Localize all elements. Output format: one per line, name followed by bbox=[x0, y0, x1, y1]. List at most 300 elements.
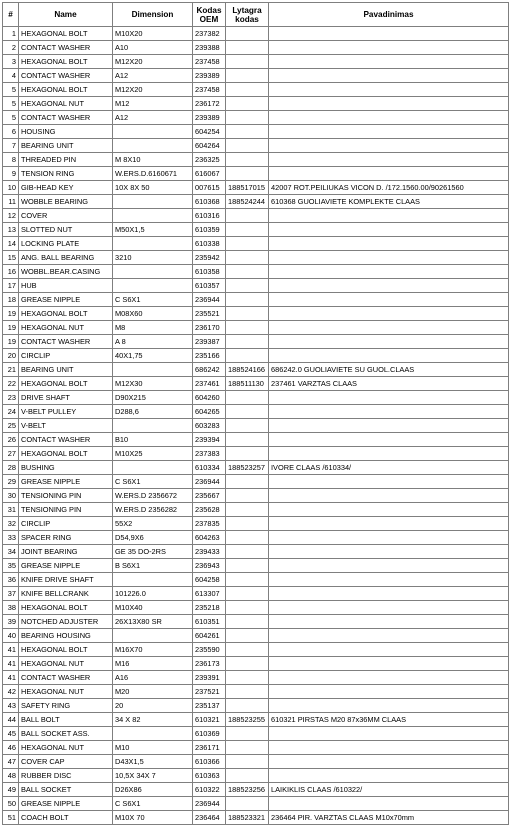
dimension-cell[interactable]: A16 bbox=[113, 671, 193, 685]
part-name-cell[interactable]: BEARING HOUSING bbox=[19, 629, 113, 643]
table-row[interactable] bbox=[3, 363, 509, 377]
pavadinimas-cell[interactable] bbox=[269, 489, 509, 503]
part-name-cell[interactable]: LOCKING PLATE bbox=[19, 237, 113, 251]
part-name-cell[interactable]: WOBBL.BEAR.CASING bbox=[19, 265, 113, 279]
pavadinimas-cell[interactable] bbox=[269, 657, 509, 671]
oem-code-cell[interactable]: 610357 bbox=[193, 279, 226, 293]
dimension-cell[interactable]: D54,9X6 bbox=[113, 531, 193, 545]
row-number-cell[interactable]: 3 bbox=[3, 55, 19, 69]
table-row[interactable] bbox=[3, 307, 509, 321]
dimension-cell[interactable] bbox=[113, 125, 193, 139]
lytagra-code-cell[interactable] bbox=[226, 69, 269, 83]
row-number-cell[interactable]: 24 bbox=[3, 405, 19, 419]
dimension-cell[interactable]: C S6X1 bbox=[113, 797, 193, 811]
part-name-cell[interactable]: HEXAGONAL NUT bbox=[19, 321, 113, 335]
table-row[interactable] bbox=[3, 293, 509, 307]
pavadinimas-cell[interactable] bbox=[269, 111, 509, 125]
dimension-cell[interactable] bbox=[113, 419, 193, 433]
dimension-cell[interactable]: W.ERS.D 2356672 bbox=[113, 489, 193, 503]
pavadinimas-cell[interactable] bbox=[269, 279, 509, 293]
lytagra-code-cell[interactable] bbox=[226, 97, 269, 111]
lytagra-code-cell[interactable] bbox=[226, 741, 269, 755]
dimension-cell[interactable]: GE 35 DO-2RS bbox=[113, 545, 193, 559]
dimension-cell[interactable]: 10X 8X 50 bbox=[113, 181, 193, 195]
lytagra-code-cell[interactable] bbox=[226, 489, 269, 503]
part-name-cell[interactable]: HUB bbox=[19, 279, 113, 293]
pavadinimas-cell[interactable] bbox=[269, 741, 509, 755]
oem-code-cell[interactable]: 239433 bbox=[193, 545, 226, 559]
dimension-cell[interactable]: M10X40 bbox=[113, 601, 193, 615]
dimension-cell[interactable]: M12X30 bbox=[113, 377, 193, 391]
table-row[interactable] bbox=[3, 489, 509, 503]
lytagra-code-cell[interactable] bbox=[226, 671, 269, 685]
oem-code-cell[interactable]: 239389 bbox=[193, 111, 226, 125]
dimension-cell[interactable]: 101226.0 bbox=[113, 587, 193, 601]
part-name-cell[interactable]: HEXAGONAL NUT bbox=[19, 657, 113, 671]
row-number-cell[interactable]: 14 bbox=[3, 237, 19, 251]
table-row[interactable] bbox=[3, 209, 509, 223]
lytagra-code-cell[interactable] bbox=[226, 517, 269, 531]
pavadinimas-cell[interactable] bbox=[269, 251, 509, 265]
oem-code-cell[interactable]: 610369 bbox=[193, 727, 226, 741]
part-name-cell[interactable]: KNIFE DRIVE SHAFT bbox=[19, 573, 113, 587]
row-number-cell[interactable]: 32 bbox=[3, 517, 19, 531]
pavadinimas-cell[interactable] bbox=[269, 629, 509, 643]
pavadinimas-cell[interactable] bbox=[269, 433, 509, 447]
dimension-cell[interactable] bbox=[113, 629, 193, 643]
pavadinimas-cell[interactable] bbox=[269, 405, 509, 419]
pavadinimas-cell[interactable] bbox=[269, 531, 509, 545]
lytagra-code-cell[interactable] bbox=[226, 293, 269, 307]
row-number-cell[interactable]: 8 bbox=[3, 153, 19, 167]
oem-code-cell[interactable]: 610359 bbox=[193, 223, 226, 237]
dimension-cell[interactable]: 26X13X80 SR bbox=[113, 615, 193, 629]
oem-code-cell[interactable]: 235667 bbox=[193, 489, 226, 503]
dimension-cell[interactable] bbox=[113, 195, 193, 209]
part-name-cell[interactable]: COACH BOLT bbox=[19, 811, 113, 825]
oem-code-cell[interactable]: 237458 bbox=[193, 55, 226, 69]
part-name-cell[interactable]: BALL SOCKET bbox=[19, 783, 113, 797]
part-name-cell[interactable]: TENSION RING bbox=[19, 167, 113, 181]
oem-code-cell[interactable]: 235942 bbox=[193, 251, 226, 265]
lytagra-code-cell[interactable] bbox=[226, 41, 269, 55]
table-row[interactable] bbox=[3, 83, 509, 97]
lytagra-code-cell[interactable] bbox=[226, 307, 269, 321]
row-number-cell[interactable]: 5 bbox=[3, 111, 19, 125]
table-row[interactable] bbox=[3, 265, 509, 279]
part-name-cell[interactable]: GREASE NIPPLE bbox=[19, 475, 113, 489]
dimension-cell[interactable]: A12 bbox=[113, 111, 193, 125]
lytagra-code-cell[interactable] bbox=[226, 531, 269, 545]
table-row[interactable] bbox=[3, 517, 509, 531]
part-name-cell[interactable]: COVER CAP bbox=[19, 755, 113, 769]
table-row[interactable] bbox=[3, 545, 509, 559]
pavadinimas-cell[interactable]: 610368 GUOLIAVIETE KOMPLEKTE CLAAS bbox=[269, 195, 509, 209]
row-number-cell[interactable]: 7 bbox=[3, 139, 19, 153]
pavadinimas-cell[interactable]: 686242.0 GUOLIAVIETE SU GUOL.CLAAS bbox=[269, 363, 509, 377]
oem-code-cell[interactable]: 236944 bbox=[193, 797, 226, 811]
table-row[interactable] bbox=[3, 741, 509, 755]
part-name-cell[interactable]: BALL SOCKET ASS. bbox=[19, 727, 113, 741]
row-number-cell[interactable]: 19 bbox=[3, 321, 19, 335]
part-name-cell[interactable]: HEXAGONAL NUT bbox=[19, 741, 113, 755]
table-row[interactable] bbox=[3, 783, 509, 797]
pavadinimas-cell[interactable] bbox=[269, 125, 509, 139]
pavadinimas-cell[interactable] bbox=[269, 83, 509, 97]
part-name-cell[interactable]: GREASE NIPPLE bbox=[19, 293, 113, 307]
pavadinimas-cell[interactable] bbox=[269, 573, 509, 587]
part-name-cell[interactable]: CONTACT WASHER bbox=[19, 433, 113, 447]
table-row[interactable] bbox=[3, 27, 509, 41]
row-number-cell[interactable]: 41 bbox=[3, 671, 19, 685]
row-number-cell[interactable]: 42 bbox=[3, 685, 19, 699]
lytagra-code-cell[interactable] bbox=[226, 83, 269, 97]
table-row[interactable] bbox=[3, 615, 509, 629]
row-number-cell[interactable]: 12 bbox=[3, 209, 19, 223]
oem-code-cell[interactable]: 237383 bbox=[193, 447, 226, 461]
table-row[interactable] bbox=[3, 181, 509, 195]
lytagra-code-cell[interactable] bbox=[226, 755, 269, 769]
pavadinimas-cell[interactable] bbox=[269, 419, 509, 433]
pavadinimas-cell[interactable] bbox=[269, 139, 509, 153]
dimension-cell[interactable] bbox=[113, 265, 193, 279]
oem-code-cell[interactable]: 610368 bbox=[193, 195, 226, 209]
table-row[interactable] bbox=[3, 223, 509, 237]
oem-code-cell[interactable]: 235521 bbox=[193, 307, 226, 321]
row-number-cell[interactable]: 31 bbox=[3, 503, 19, 517]
lytagra-code-cell[interactable] bbox=[226, 433, 269, 447]
oem-code-cell[interactable]: 235590 bbox=[193, 643, 226, 657]
header-pavadinimas[interactable]: Pavadinimas bbox=[269, 3, 509, 27]
row-number-cell[interactable]: 9 bbox=[3, 167, 19, 181]
pavadinimas-cell[interactable] bbox=[269, 265, 509, 279]
table-row[interactable] bbox=[3, 335, 509, 349]
lytagra-code-cell[interactable] bbox=[226, 447, 269, 461]
oem-code-cell[interactable]: 237835 bbox=[193, 517, 226, 531]
pavadinimas-cell[interactable]: 610321 PIRSTAS M20 87x36MM CLAAS bbox=[269, 713, 509, 727]
part-name-cell[interactable]: SAFETY RING bbox=[19, 699, 113, 713]
row-number-cell[interactable]: 51 bbox=[3, 811, 19, 825]
row-number-cell[interactable]: 1 bbox=[3, 27, 19, 41]
dimension-cell[interactable]: M10X 70 bbox=[113, 811, 193, 825]
row-number-cell[interactable]: 25 bbox=[3, 419, 19, 433]
part-name-cell[interactable]: ANG. BALL BEARING bbox=[19, 251, 113, 265]
oem-code-cell[interactable]: 236464 bbox=[193, 811, 226, 825]
table-row[interactable] bbox=[3, 643, 509, 657]
row-number-cell[interactable]: 36 bbox=[3, 573, 19, 587]
pavadinimas-cell[interactable]: 42007 ROT.PEILIUKAS VICON D. /172.1560.00/90261560 bbox=[269, 181, 509, 195]
dimension-cell[interactable]: 34 X 82 bbox=[113, 713, 193, 727]
lytagra-code-cell[interactable] bbox=[226, 265, 269, 279]
pavadinimas-cell[interactable] bbox=[269, 27, 509, 41]
part-name-cell[interactable]: HOUSING bbox=[19, 125, 113, 139]
pavadinimas-cell[interactable] bbox=[269, 447, 509, 461]
lytagra-code-cell[interactable] bbox=[226, 335, 269, 349]
table-row[interactable] bbox=[3, 727, 509, 741]
row-number-cell[interactable]: 26 bbox=[3, 433, 19, 447]
dimension-cell[interactable]: M16X70 bbox=[113, 643, 193, 657]
lytagra-code-cell[interactable] bbox=[226, 27, 269, 41]
table-row[interactable] bbox=[3, 475, 509, 489]
lytagra-code-cell[interactable]: 188524244 bbox=[226, 195, 269, 209]
pavadinimas-cell[interactable] bbox=[269, 69, 509, 83]
table-row[interactable] bbox=[3, 769, 509, 783]
table-row[interactable] bbox=[3, 447, 509, 461]
row-number-cell[interactable]: 44 bbox=[3, 713, 19, 727]
oem-code-cell[interactable]: 236325 bbox=[193, 153, 226, 167]
part-name-cell[interactable]: JOINT BEARING bbox=[19, 545, 113, 559]
part-name-cell[interactable]: HEXAGONAL BOLT bbox=[19, 377, 113, 391]
row-number-cell[interactable]: 39 bbox=[3, 615, 19, 629]
part-name-cell[interactable]: CONTACT WASHER bbox=[19, 69, 113, 83]
lytagra-code-cell[interactable] bbox=[226, 237, 269, 251]
oem-code-cell[interactable]: 604264 bbox=[193, 139, 226, 153]
part-name-cell[interactable]: CONTACT WASHER bbox=[19, 671, 113, 685]
row-number-cell[interactable]: 17 bbox=[3, 279, 19, 293]
oem-code-cell[interactable]: 236171 bbox=[193, 741, 226, 755]
table-row[interactable] bbox=[3, 671, 509, 685]
pavadinimas-cell[interactable] bbox=[269, 587, 509, 601]
oem-code-cell[interactable]: 235166 bbox=[193, 349, 226, 363]
part-name-cell[interactable]: V-BELT PULLEY bbox=[19, 405, 113, 419]
dimension-cell[interactable]: M12 bbox=[113, 97, 193, 111]
dimension-cell[interactable]: M8 bbox=[113, 321, 193, 335]
table-row[interactable] bbox=[3, 559, 509, 573]
header-lytagra-code[interactable]: Lytagra kodas bbox=[226, 3, 269, 27]
lytagra-code-cell[interactable] bbox=[226, 167, 269, 181]
oem-code-cell[interactable]: 686242 bbox=[193, 363, 226, 377]
lytagra-code-cell[interactable] bbox=[226, 545, 269, 559]
table-row[interactable] bbox=[3, 153, 509, 167]
row-number-cell[interactable]: 46 bbox=[3, 741, 19, 755]
oem-code-cell[interactable]: 610363 bbox=[193, 769, 226, 783]
table-row[interactable] bbox=[3, 167, 509, 181]
lytagra-code-cell[interactable] bbox=[226, 279, 269, 293]
table-row[interactable] bbox=[3, 97, 509, 111]
pavadinimas-cell[interactable] bbox=[269, 209, 509, 223]
pavadinimas-cell[interactable] bbox=[269, 615, 509, 629]
row-number-cell[interactable]: 16 bbox=[3, 265, 19, 279]
oem-code-cell[interactable]: 604254 bbox=[193, 125, 226, 139]
part-name-cell[interactable]: SPACER RING bbox=[19, 531, 113, 545]
pavadinimas-cell[interactable] bbox=[269, 769, 509, 783]
pavadinimas-cell[interactable] bbox=[269, 643, 509, 657]
dimension-cell[interactable] bbox=[113, 727, 193, 741]
dimension-cell[interactable] bbox=[113, 461, 193, 475]
dimension-cell[interactable]: 40X1,75 bbox=[113, 349, 193, 363]
table-row[interactable] bbox=[3, 657, 509, 671]
row-number-cell[interactable]: 5 bbox=[3, 83, 19, 97]
lytagra-code-cell[interactable]: 188523257 bbox=[226, 461, 269, 475]
oem-code-cell[interactable]: 235218 bbox=[193, 601, 226, 615]
oem-code-cell[interactable]: 239394 bbox=[193, 433, 226, 447]
part-name-cell[interactable]: BUSHING bbox=[19, 461, 113, 475]
dimension-cell[interactable]: A12 bbox=[113, 69, 193, 83]
lytagra-code-cell[interactable] bbox=[226, 657, 269, 671]
pavadinimas-cell[interactable] bbox=[269, 293, 509, 307]
table-row[interactable] bbox=[3, 587, 509, 601]
table-row[interactable] bbox=[3, 41, 509, 55]
pavadinimas-cell[interactable] bbox=[269, 391, 509, 405]
pavadinimas-cell[interactable] bbox=[269, 167, 509, 181]
part-name-cell[interactable]: NOTCHED ADJUSTER bbox=[19, 615, 113, 629]
table-row[interactable] bbox=[3, 503, 509, 517]
pavadinimas-cell[interactable]: IVORE CLAAS /610334/ bbox=[269, 461, 509, 475]
table-row[interactable] bbox=[3, 111, 509, 125]
dimension-cell[interactable]: M20 bbox=[113, 685, 193, 699]
dimension-cell[interactable] bbox=[113, 209, 193, 223]
pavadinimas-cell[interactable] bbox=[269, 545, 509, 559]
oem-code-cell[interactable]: 610316 bbox=[193, 209, 226, 223]
pavadinimas-cell[interactable] bbox=[269, 755, 509, 769]
part-name-cell[interactable]: WOBBLE BEARING bbox=[19, 195, 113, 209]
dimension-cell[interactable]: B10 bbox=[113, 433, 193, 447]
dimension-cell[interactable] bbox=[113, 139, 193, 153]
oem-code-cell[interactable]: 604260 bbox=[193, 391, 226, 405]
lytagra-code-cell[interactable] bbox=[226, 727, 269, 741]
pavadinimas-cell[interactable] bbox=[269, 727, 509, 741]
table-row[interactable] bbox=[3, 391, 509, 405]
dimension-cell[interactable]: A10 bbox=[113, 41, 193, 55]
part-name-cell[interactable]: BEARING UNIT bbox=[19, 363, 113, 377]
row-number-cell[interactable]: 2 bbox=[3, 41, 19, 55]
pavadinimas-cell[interactable] bbox=[269, 699, 509, 713]
part-name-cell[interactable]: CIRCLIP bbox=[19, 349, 113, 363]
dimension-cell[interactable]: M10 bbox=[113, 741, 193, 755]
part-name-cell[interactable]: CONTACT WASHER bbox=[19, 335, 113, 349]
oem-code-cell[interactable]: 236944 bbox=[193, 475, 226, 489]
lytagra-code-cell[interactable] bbox=[226, 559, 269, 573]
lytagra-code-cell[interactable] bbox=[226, 55, 269, 69]
row-number-cell[interactable]: 19 bbox=[3, 307, 19, 321]
oem-code-cell[interactable]: 610321 bbox=[193, 713, 226, 727]
dimension-cell[interactable]: D90X215 bbox=[113, 391, 193, 405]
lytagra-code-cell[interactable]: 188511130 bbox=[226, 377, 269, 391]
table-row[interactable] bbox=[3, 251, 509, 265]
lytagra-code-cell[interactable] bbox=[226, 769, 269, 783]
lytagra-code-cell[interactable]: 188523255 bbox=[226, 713, 269, 727]
row-number-cell[interactable]: 40 bbox=[3, 629, 19, 643]
oem-code-cell[interactable]: 237382 bbox=[193, 27, 226, 41]
row-number-cell[interactable]: 47 bbox=[3, 755, 19, 769]
pavadinimas-cell[interactable] bbox=[269, 685, 509, 699]
header-number[interactable]: # bbox=[3, 3, 19, 27]
oem-code-cell[interactable]: 610366 bbox=[193, 755, 226, 769]
dimension-cell[interactable] bbox=[113, 573, 193, 587]
table-row[interactable] bbox=[3, 55, 509, 69]
row-number-cell[interactable]: 35 bbox=[3, 559, 19, 573]
oem-code-cell[interactable]: 235137 bbox=[193, 699, 226, 713]
pavadinimas-cell[interactable] bbox=[269, 475, 509, 489]
lytagra-code-cell[interactable] bbox=[226, 391, 269, 405]
part-name-cell[interactable]: HEXAGONAL BOLT bbox=[19, 83, 113, 97]
pavadinimas-cell[interactable] bbox=[269, 153, 509, 167]
dimension-cell[interactable]: M10X20 bbox=[113, 27, 193, 41]
lytagra-code-cell[interactable]: 188517015 bbox=[226, 181, 269, 195]
row-number-cell[interactable]: 29 bbox=[3, 475, 19, 489]
oem-code-cell[interactable]: 610334 bbox=[193, 461, 226, 475]
part-name-cell[interactable]: V-BELT bbox=[19, 419, 113, 433]
row-number-cell[interactable]: 19 bbox=[3, 335, 19, 349]
oem-code-cell[interactable]: 239388 bbox=[193, 41, 226, 55]
oem-code-cell[interactable]: 610358 bbox=[193, 265, 226, 279]
row-number-cell[interactable]: 28 bbox=[3, 461, 19, 475]
oem-code-cell[interactable]: 604265 bbox=[193, 405, 226, 419]
table-row[interactable] bbox=[3, 139, 509, 153]
part-name-cell[interactable]: GREASE NIPPLE bbox=[19, 797, 113, 811]
table-row[interactable] bbox=[3, 433, 509, 447]
row-number-cell[interactable]: 45 bbox=[3, 727, 19, 741]
table-row[interactable] bbox=[3, 237, 509, 251]
dimension-cell[interactable]: D43X1,5 bbox=[113, 755, 193, 769]
pavadinimas-cell[interactable]: 236464 PIR. VARZTAS CLAAS M10x70mm bbox=[269, 811, 509, 825]
table-row[interactable] bbox=[3, 713, 509, 727]
pavadinimas-cell[interactable]: LAIKIKLIS CLAAS /610322/ bbox=[269, 783, 509, 797]
oem-code-cell[interactable]: 237461 bbox=[193, 377, 226, 391]
lytagra-code-cell[interactable] bbox=[226, 685, 269, 699]
lytagra-code-cell[interactable] bbox=[226, 615, 269, 629]
table-row[interactable] bbox=[3, 349, 509, 363]
lytagra-code-cell[interactable] bbox=[226, 699, 269, 713]
header-name[interactable]: Name bbox=[19, 3, 113, 27]
pavadinimas-cell[interactable] bbox=[269, 601, 509, 615]
pavadinimas-cell[interactable] bbox=[269, 41, 509, 55]
part-name-cell[interactable]: GIB-HEAD KEY bbox=[19, 181, 113, 195]
dimension-cell[interactable]: M08X60 bbox=[113, 307, 193, 321]
row-number-cell[interactable]: 20 bbox=[3, 349, 19, 363]
row-number-cell[interactable]: 41 bbox=[3, 643, 19, 657]
lytagra-code-cell[interactable] bbox=[226, 503, 269, 517]
oem-code-cell[interactable]: 236170 bbox=[193, 321, 226, 335]
part-name-cell[interactable]: CONTACT WASHER bbox=[19, 41, 113, 55]
oem-code-cell[interactable]: 604263 bbox=[193, 531, 226, 545]
row-number-cell[interactable]: 33 bbox=[3, 531, 19, 545]
lytagra-code-cell[interactable] bbox=[226, 139, 269, 153]
pavadinimas-cell[interactable] bbox=[269, 223, 509, 237]
row-number-cell[interactable]: 23 bbox=[3, 391, 19, 405]
table-row[interactable] bbox=[3, 573, 509, 587]
dimension-cell[interactable]: M10X25 bbox=[113, 447, 193, 461]
pavadinimas-cell[interactable] bbox=[269, 559, 509, 573]
table-row[interactable] bbox=[3, 811, 509, 825]
lytagra-code-cell[interactable] bbox=[226, 643, 269, 657]
dimension-cell[interactable]: B S6X1 bbox=[113, 559, 193, 573]
dimension-cell[interactable]: 3210 bbox=[113, 251, 193, 265]
row-number-cell[interactable]: 48 bbox=[3, 769, 19, 783]
row-number-cell[interactable]: 41 bbox=[3, 657, 19, 671]
row-number-cell[interactable]: 38 bbox=[3, 601, 19, 615]
part-name-cell[interactable]: BEARING UNIT bbox=[19, 139, 113, 153]
row-number-cell[interactable]: 13 bbox=[3, 223, 19, 237]
pavadinimas-cell[interactable] bbox=[269, 503, 509, 517]
part-name-cell[interactable]: RUBBER DISC bbox=[19, 769, 113, 783]
table-row[interactable] bbox=[3, 531, 509, 545]
dimension-cell[interactable]: 20 bbox=[113, 699, 193, 713]
oem-code-cell[interactable]: 239391 bbox=[193, 671, 226, 685]
lytagra-code-cell[interactable] bbox=[226, 251, 269, 265]
header-oem-code[interactable]: Kodas OEM bbox=[193, 3, 226, 27]
dimension-cell[interactable]: M 8X10 bbox=[113, 153, 193, 167]
dimension-cell[interactable]: 55X2 bbox=[113, 517, 193, 531]
pavadinimas-cell[interactable]: 237461 VARZTAS CLAAS bbox=[269, 377, 509, 391]
row-number-cell[interactable]: 21 bbox=[3, 363, 19, 377]
header-dimension[interactable]: Dimension bbox=[113, 3, 193, 27]
part-name-cell[interactable]: HEXAGONAL BOLT bbox=[19, 447, 113, 461]
part-name-cell[interactable]: SLOTTED NUT bbox=[19, 223, 113, 237]
lytagra-code-cell[interactable] bbox=[226, 419, 269, 433]
part-name-cell[interactable]: HEXAGONAL NUT bbox=[19, 97, 113, 111]
lytagra-code-cell[interactable] bbox=[226, 223, 269, 237]
